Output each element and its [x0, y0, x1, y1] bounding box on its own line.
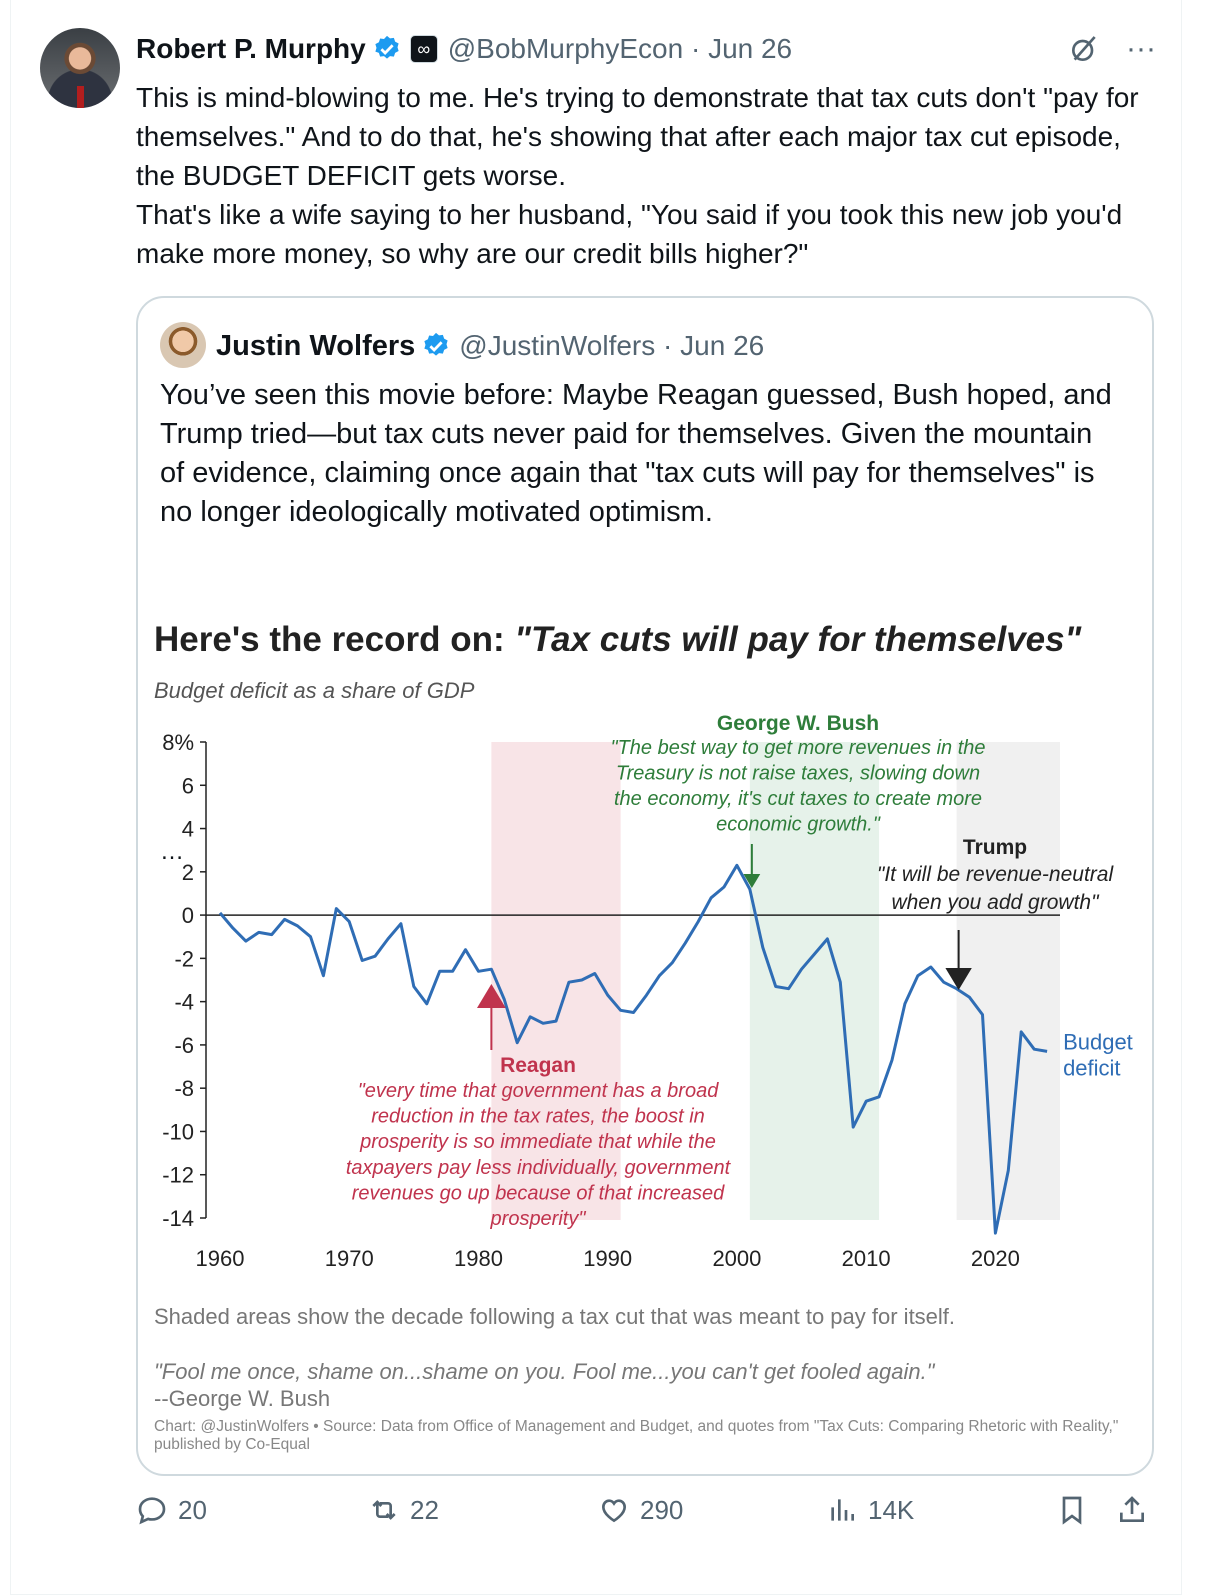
chart-title-quote: "Tax cuts will pay for themselves" [514, 620, 1082, 659]
x-tick-label: 1980 [453, 1246, 503, 1271]
like-button[interactable] [598, 1494, 683, 1526]
author-handle[interactable]: @BobMurphyEcon [447, 33, 684, 64]
y-tick-label: 0 [181, 903, 194, 929]
bush-quote-line: Treasury is not raise taxes, slowing down [615, 762, 981, 785]
like-count: 290 [640, 1494, 684, 1525]
bookmark-icon [1056, 1494, 1088, 1526]
y-tick-label: 6 [181, 773, 194, 799]
tweet-header: Robert P. Murphy ∞ @BobMurphyEcon · Jun 26 [136, 33, 793, 64]
reagan-quote-line: prosperity" [490, 1208, 586, 1230]
share-icon [1116, 1494, 1148, 1526]
chart-subtitle: Budget deficit as a share of GDP [154, 678, 475, 703]
quoted-ellipsis: … [160, 838, 184, 865]
y-tick-label: 8% [162, 730, 194, 755]
x-tick-label: 1970 [324, 1246, 374, 1271]
quoted-tweet[interactable] [136, 296, 1154, 1476]
reagan-quote-line: taxpayers pay less individually, government [345, 1156, 731, 1179]
x-tick-label: 2000 [712, 1246, 762, 1271]
y-tick-label: -8 [174, 1076, 194, 1102]
series-label-line: Budget [1063, 1029, 1133, 1055]
share-button[interactable] [1116, 1494, 1148, 1526]
chart-title-prefix: Here's the record on: [154, 620, 515, 659]
author-name[interactable]: Robert P. Murphy [136, 33, 366, 64]
y-tick-label: -6 [174, 1032, 194, 1058]
reply-icon [136, 1494, 168, 1526]
verified-icon [372, 34, 402, 64]
x-tick-label: 1990 [583, 1246, 633, 1271]
reagan-quote-line: reduction in the tax rates, the boost in [371, 1105, 705, 1128]
x-tick-label: 2010 [841, 1246, 891, 1271]
repost-icon [368, 1494, 400, 1526]
action-bar [136, 1494, 1156, 1538]
views-count: 14K [868, 1494, 915, 1525]
author-avatar[interactable] [40, 28, 120, 108]
chart-source: Chart: @JustinWolfers • Source: Data from Office of Management and Budget, and quotes from "Tax Cuts: Comparing Rhetoric with Reality," published by Co-Equal [154, 1418, 1119, 1453]
y-tick-label: 2 [181, 859, 194, 885]
quoted-text: You’ve seen this movie before: Maybe Reagan guessed, Bush hoped, and Trump tried—but tax cuts never paid for themselves. Given the mountain of evidence, claiming once again that "tax cuts will pay for themselves" is no longer ideologically motivated optimism. [160, 379, 1120, 528]
tweet-text: This is mind-blowing to me. He's trying to demonstrate that tax cuts don't "pay for themselves." And to do that, he's showing that after each major tax cut episode, the BUDGET DEFICIT gets worse. That's like a wife saying to her husband, "You said if you took this new job you'd make more money, so why are our credit bills higher?" [136, 82, 1139, 269]
views-icon [826, 1494, 858, 1526]
y-tick-label: -10 [162, 1119, 194, 1145]
chart-quote-line2: --George W. Bush [154, 1386, 331, 1411]
repost-button[interactable] [368, 1494, 439, 1526]
quoted-header: Justin Wolfers @JustinWolfers · Jun 26 [216, 329, 765, 362]
quoted-author-name[interactable]: Justin Wolfers [216, 329, 416, 362]
chart-caption: Shaded areas show the decade following a tax cut that was meant to pay for itself. [154, 1304, 956, 1329]
grok-icon[interactable] [1068, 33, 1100, 65]
reply-count: 20 [178, 1494, 207, 1525]
like-icon [598, 1494, 630, 1526]
reagan-quote-line: "every time that government has a broad [357, 1080, 719, 1102]
reply-button[interactable] [136, 1494, 207, 1526]
quoted-date[interactable]: Jun 26 [680, 330, 765, 361]
reagan-quote-line: revenues go up because of that increased [351, 1182, 725, 1205]
x-tick-label: 2020 [970, 1246, 1020, 1271]
chart-quote [154, 1358, 934, 1412]
views-button[interactable] [826, 1494, 914, 1526]
bush-name: George W. Bush [716, 712, 880, 735]
trump-quote-line: when you add growth" [891, 891, 1099, 914]
quoted-handle[interactable]: @JustinWolfers [459, 330, 656, 361]
y-tick-label: -4 [174, 989, 194, 1015]
quoted-avatar[interactable] [160, 322, 206, 368]
y-tick-label: -2 [174, 946, 194, 972]
reagan-quote-line: prosperity is so immediate that while the [360, 1131, 716, 1154]
y-tick-label: 4 [181, 816, 194, 842]
series-label-line: deficit [1063, 1055, 1121, 1081]
y-tick-label: -12 [162, 1162, 194, 1188]
bush-quote-line: the economy, it's cut taxes to create more [613, 788, 983, 810]
bush-quote-line: economic growth." [716, 813, 880, 836]
trump-name: Trump [962, 836, 1028, 859]
repost-count: 22 [410, 1494, 439, 1525]
bush-quote-line: "The best way to get more revenues in the [610, 737, 986, 759]
chart-title [154, 620, 1081, 660]
top-actions [1068, 32, 1156, 66]
y-tick-label: -14 [162, 1206, 194, 1231]
x-tick-label: 1960 [195, 1246, 245, 1271]
verified-icon [421, 331, 451, 361]
shaded-period-2 [957, 742, 1060, 1220]
trump-quote-line: "It will be revenue-neutral [876, 863, 1114, 886]
bookmark-button[interactable] [1056, 1494, 1088, 1526]
affiliate-badge[interactable]: ∞ [410, 35, 438, 63]
tweet-date[interactable]: Jun 26 [708, 33, 793, 64]
reagan-name: Reagan [500, 1054, 576, 1077]
chart-quote-line1: "Fool me once, shame on...shame on you. Fool me...you can't get fooled again." [154, 1359, 935, 1384]
more-icon[interactable]: ··· [1126, 32, 1156, 65]
deficit-chart [138, 708, 1148, 1288]
